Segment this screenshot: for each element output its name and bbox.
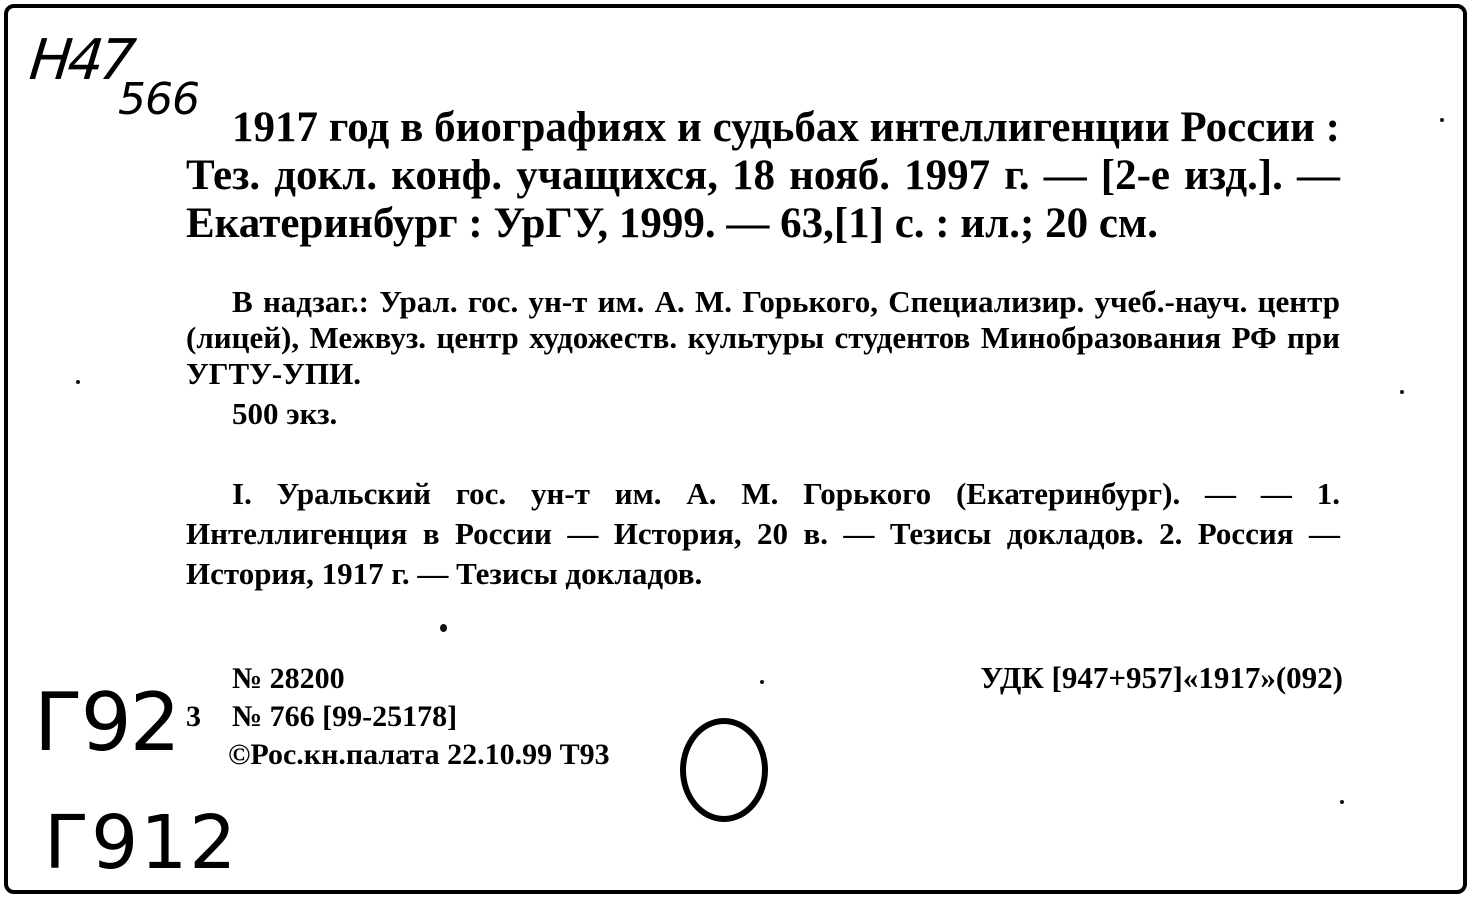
scan-speck [760, 680, 764, 684]
handwritten-shelf-mark-2: Г912 [44, 800, 239, 886]
scan-speck [1340, 800, 1344, 804]
copies-count: 500 экз. [232, 396, 338, 431]
scan-speck [76, 380, 80, 384]
handwritten-shelf-mark: Г92 [34, 676, 179, 769]
copyright-line: ©Рос.кн.палата 22.10.99 Т93 [228, 738, 610, 771]
registration-number: № 28200 [232, 662, 345, 695]
subject-headings [186, 474, 1340, 594]
circle-stamp-mark [680, 718, 768, 822]
note-text: В надзаг.: Урал. гос. ун-т им. А. М. Горького, Специализир. учеб.-науч. центр (лицей), Межвуз. центр художеств. культуры студентов Минобразования РФ при УГТУ-УПИ. [186, 284, 1340, 391]
card-number: № 766 [99-25178] [232, 700, 458, 733]
scan-speck [1440, 118, 1444, 122]
scan-speck [440, 624, 447, 632]
entry-note [186, 284, 1340, 392]
handwritten-code: Н47 [26, 28, 135, 93]
bibliographic-entry [186, 104, 1340, 248]
entry-main-text: 1917 год в биографиях и судьбах интеллигенции России : Тез. докл. конф. учащихся, 18 нояб. 1997 г. — [2-е изд.]. — Екатеринбург : УрГУ, 1999. — 63,[1] с. : ил.; 20 см. [186, 104, 1340, 247]
handwritten-code-sub: 566 [118, 74, 199, 125]
subjects-text: I. Уральский гос. ун-т им. А. М. Горького (Екатеринбург). — — 1. Интеллигенция в России — История, 20 в. — Тезисы докладов. 2. Россия — История, 1917 г. — Тезисы докладов. [186, 476, 1340, 591]
scan-speck [1400, 390, 1404, 394]
udk-code: УДК [947+957]«1917»(092) [980, 660, 1343, 695]
shelf-mark-superscript: 3 [186, 700, 201, 733]
